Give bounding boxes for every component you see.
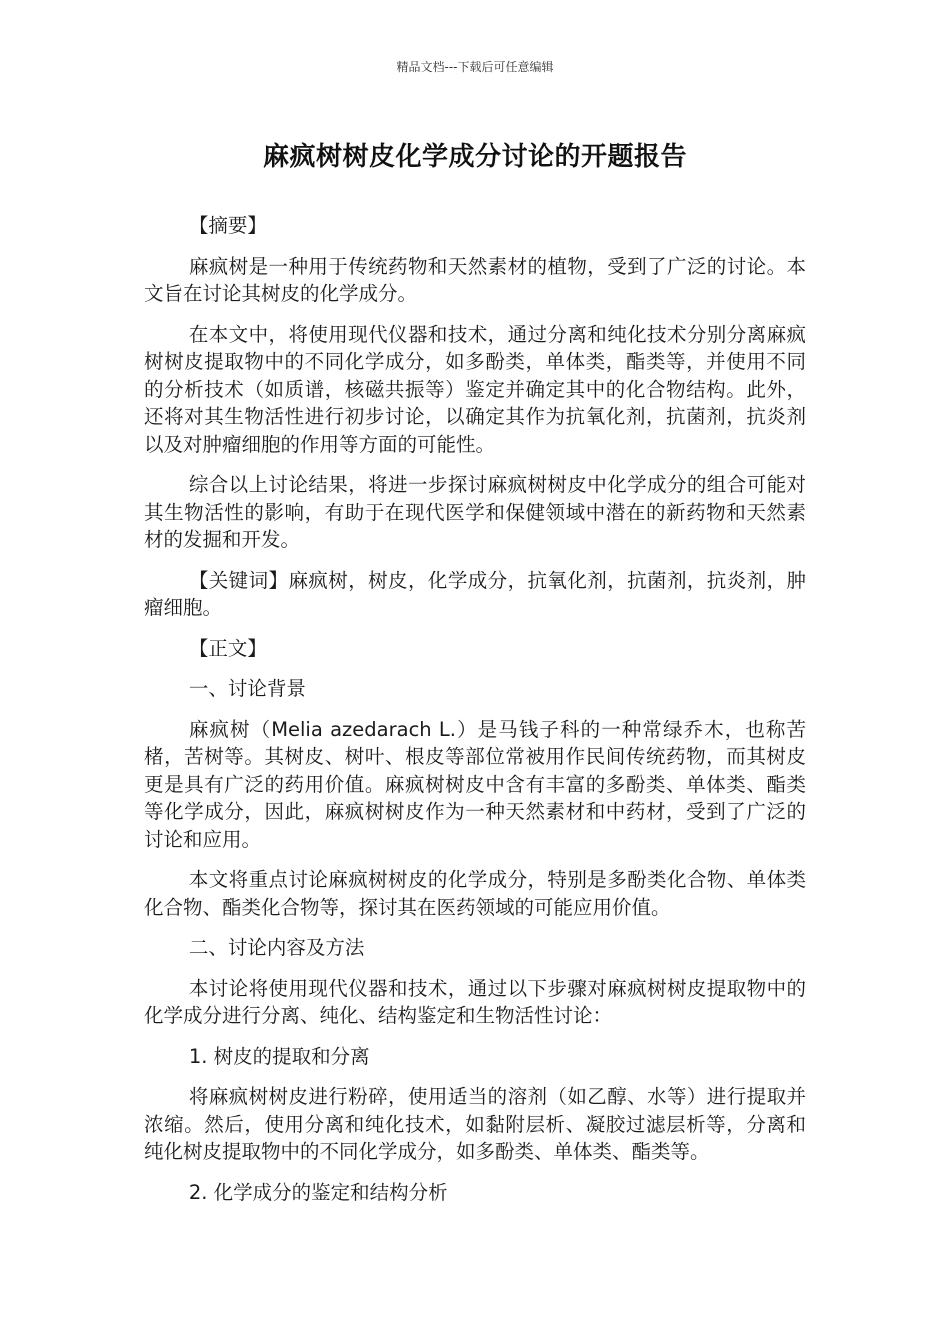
section-heading: 【正文】 — [188, 636, 267, 660]
document-body — [144, 212, 806, 1219]
paragraph: 麻疯树是一种用于传统药物和天然素材的植物，受到了广泛的讨论。本文旨在讨论其树皮的化学成分。 — [144, 254, 806, 305]
paragraph: 在本文中，将使用现代仪器和技术，通过分离和纯化技术分别分离麻疯树树皮提取物中的不同化学成分，如多酚类，单体类，酯类等，并使用不同的分析技术（如质谱，核磁共振等）鉴定并确定其中的化合物结构。此外，还将对其生物活性进行初步讨论，以确定其作为抗氧化剂，抗菌剂，抗炎剂以及对肿瘤细胞的作用等方面的可能性。 — [144, 322, 806, 456]
document-title: 麻疯树树皮化学成分讨论的开题报告 — [262, 142, 687, 172]
header-note: 精品文档---下载后可任意编辑 — [396, 60, 554, 74]
keywords-paragraph: 【关键词】麻疯树，树皮，化学成分，抗氧化剂，抗菌剂，抗炎剂，肿瘤细胞。 — [144, 568, 806, 619]
subsection-heading: 2. 化学成分的鉴定和结构分析 — [188, 1180, 448, 1204]
section-heading: 【摘要】 — [188, 214, 267, 237]
paragraph: 本文将重点讨论麻疯树树皮的化学成分，特别是多酚类化合物、单体类化合物、酯类化合物等，探讨其在医药领域的可能应用价值。 — [144, 868, 806, 919]
paragraph: 本讨论将使用现代仪器和技术，通过以下步骤对麻疯树树皮提取物中的化学成分进行分离、纯化、结构鉴定和生物活性讨论： — [144, 976, 806, 1027]
section-heading: 一、讨论背景 — [188, 677, 306, 700]
paragraph: 麻疯树（Melia azedarach L.）是马钱子科的一种常绿乔木，也称苦楮，苦树等。其树皮、树叶、根皮等部位常被用作民间传统药物，而其树皮更是具有广泛的药用价值。麻疯树树皮中含有丰富的多酚类、单体类、酯类等化学成分，因此，麻疯树树皮作为一种天然素材和中药材，受到了广泛的讨论和应用。 — [144, 717, 806, 851]
section-heading: 二、讨论内容及方法 — [188, 936, 365, 959]
subsection-heading: 1. 树皮的提取和分离 — [188, 1044, 370, 1068]
paragraph: 将麻疯树树皮进行粉碎，使用适当的溶剂（如乙醇、水等）进行提取并浓缩。然后，使用分离和纯化技术，如黏附层析、凝胶过滤层析等，分离和纯化树皮提取物中的不同化学成分，如多酚类、单体类、酯类等。 — [144, 1085, 806, 1163]
paragraph: 综合以上讨论结果，将进一步探讨麻疯树树皮中化学成分的组合可能对其生物活性的影响，有助于在现代医学和保健领域中潜在的新药物和天然素材的发掘和开发。 — [144, 473, 806, 551]
